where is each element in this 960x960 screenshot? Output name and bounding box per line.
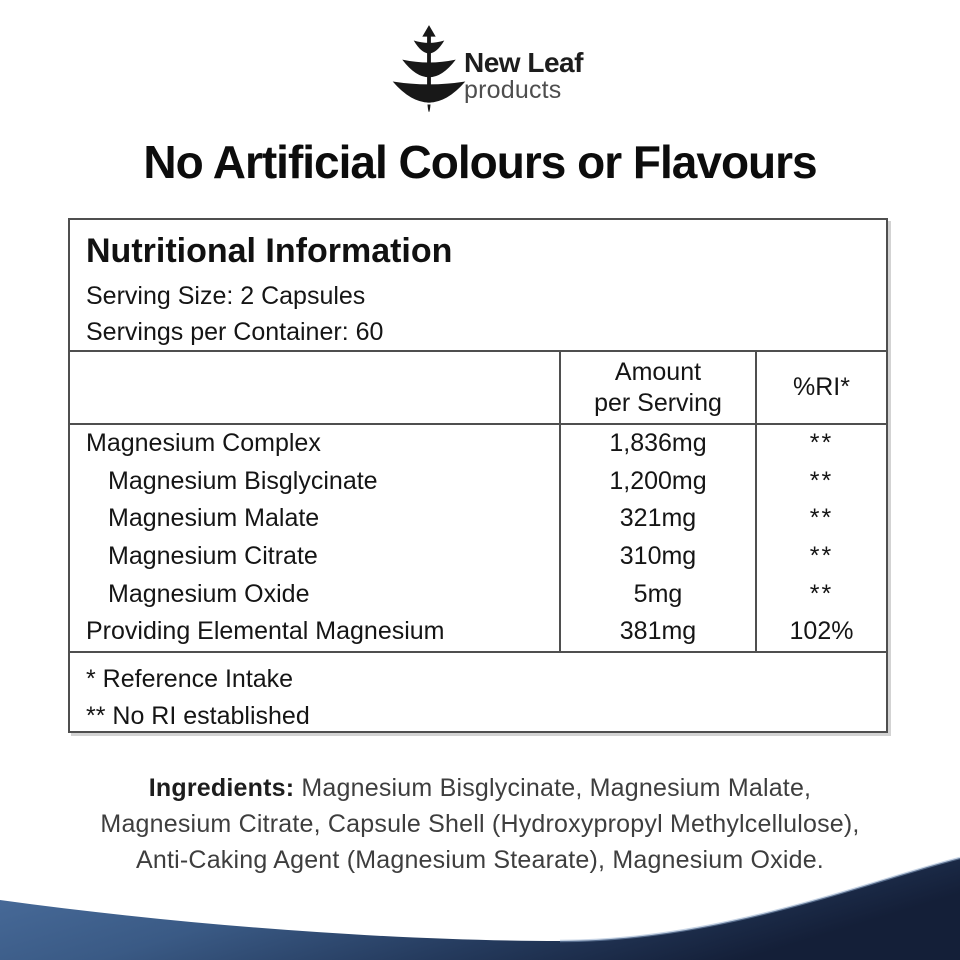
column-header-ri: %RI* (755, 352, 886, 425)
row-name: Magnesium Bisglycinate (108, 466, 378, 495)
column-header-amount (559, 352, 755, 425)
row-amount: 1,836mg (559, 425, 755, 463)
ingredients-label: Ingredients: (148, 774, 295, 802)
row-name: Magnesium Oxide (108, 579, 310, 608)
row-name: Magnesium Malate (108, 504, 320, 533)
row-amount: 310mg (559, 538, 755, 576)
row-name: Providing Elemental Magnesium (86, 617, 445, 646)
logo-wordmark (464, 49, 583, 103)
row-ri: ** (755, 575, 886, 613)
column-header-empty (70, 352, 559, 425)
servings-per-container: Servings per Container: 60 (86, 318, 384, 346)
nutrition-table-grid (70, 350, 886, 651)
row-name: Magnesium Citrate (108, 542, 318, 571)
brand-subtitle: products (464, 76, 562, 104)
row-ri: 102% (755, 613, 886, 651)
footer-wave (0, 850, 960, 960)
ingredients-line-1 (0, 770, 960, 806)
footnote-reference-intake: * Reference Intake (86, 664, 294, 693)
row-name: Magnesium Complex (86, 429, 321, 458)
row-ri: ** (755, 463, 886, 501)
row-ri: ** (755, 538, 886, 576)
headline: No Artificial Colours or Flavours (143, 136, 817, 188)
row-amount: 321mg (559, 500, 755, 538)
row-ri: ** (755, 500, 886, 538)
footnotes (70, 651, 886, 735)
nutrition-title: Nutritional Information (86, 232, 453, 270)
ingredients-line-1-text: Magnesium Bisglycinate, Magnesium Malate, (294, 774, 812, 802)
row-ri: ** (755, 425, 886, 463)
row-amount: 1,200mg (559, 463, 755, 501)
serving-size: Serving Size: 2 Capsules (86, 282, 366, 310)
brand-name: New Leaf (464, 47, 583, 78)
ingredients-line-3: Anti-Caking Agent (Magnesium Stearate), Magnesium Oxide. (136, 846, 824, 874)
nutrition-table (68, 218, 888, 733)
tree-leaf-logo-icon (386, 24, 472, 120)
nutrition-table-header (70, 220, 886, 350)
ingredients-line-2: Magnesium Citrate, Capsule Shell (Hydroxypropyl Methylcellulose), (100, 810, 860, 838)
row-amount: 5mg (559, 575, 755, 613)
amount-header-line1: Amount (614, 357, 702, 386)
footnote-no-ri: ** No RI established (86, 701, 310, 730)
amount-header-line2: per Serving (594, 388, 722, 417)
row-amount: 381mg (559, 613, 755, 651)
